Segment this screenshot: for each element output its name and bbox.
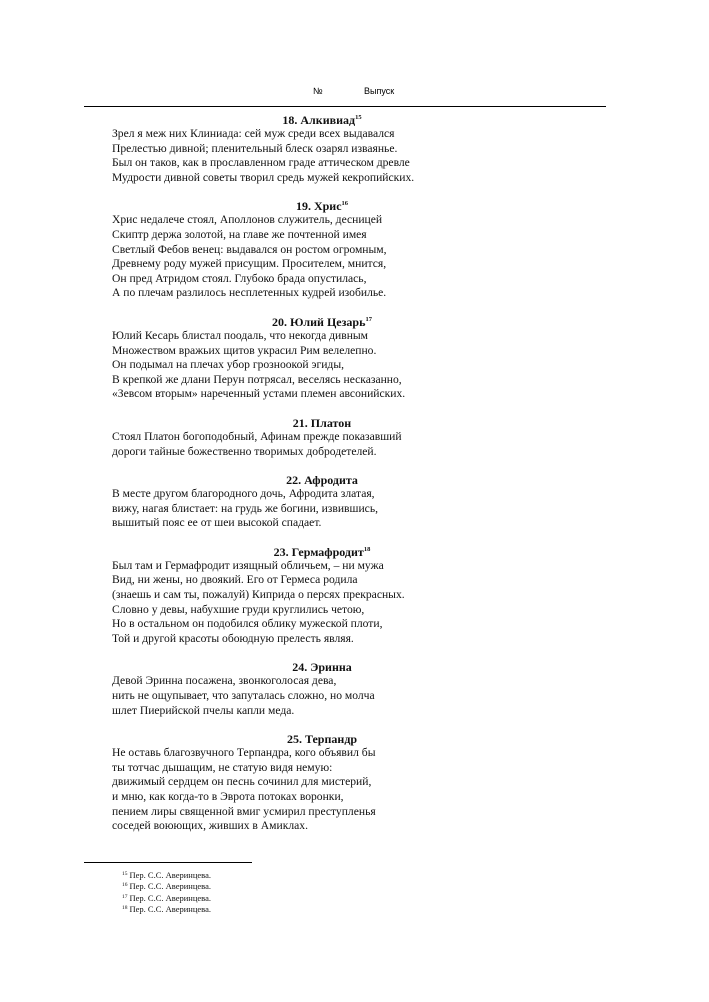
- section-title: [112, 660, 532, 674]
- verse-line: Был он таков, как в прославленном граде аттическом древле: [112, 156, 410, 170]
- footnote-number: 15: [122, 871, 128, 877]
- poem-section: [112, 545, 532, 647]
- section-title: [112, 199, 532, 213]
- verse-line: Но в остальном он подобился облику мужеской плоти,: [112, 617, 383, 631]
- verse-line: Вид, ни жены, но двоякий. Его от Гермеса родила: [112, 573, 358, 587]
- footnote-marker: 18: [363, 545, 371, 553]
- header-rule: [84, 106, 606, 107]
- verse-line: Юлий Кесарь блистал поодаль, что некогда дивным: [112, 328, 369, 342]
- verse-line: движимый сердцем он песнь сочинил для мистерий,: [112, 775, 372, 789]
- section-title: [112, 315, 532, 329]
- verse-line: Зрел я меж них Клиниада: сей муж среди всех выдавался: [112, 127, 395, 140]
- verse-line: В месте другом благородного дочь, Афродита златая,: [112, 487, 375, 501]
- verse-line: Прелестью дивной; пленительный блеск озарял изваянье.: [112, 141, 398, 155]
- footnote-text: Пер. С.С. Аверинцева.: [129, 892, 211, 903]
- footnote-number: 18: [122, 905, 128, 912]
- footnote-text: Пер. С.С. Аверинцева.: [129, 870, 211, 880]
- poem-body: [112, 113, 532, 848]
- section-title-text: 18. Алкивиад: [282, 113, 356, 127]
- footnote-marker: 15: [355, 114, 362, 121]
- section-title-text: 23. Гермафродит: [273, 544, 364, 559]
- footnote-text: Пер. С.С. Аверинцева.: [129, 881, 211, 892]
- verse-line: Множеством вражьих щитов украсил Рим велелепно.: [112, 343, 377, 357]
- footnote-number: 17: [122, 893, 128, 900]
- verse-line: А по плечам разлилось несплетенных кудрей изобилье.: [112, 286, 387, 300]
- verse-line: и мню, как когда-то в Эврота потоках воронки,: [112, 790, 344, 803]
- poem-section: [112, 732, 532, 834]
- verse-line: дороги тайные божественно творимых добродетелей.: [112, 444, 377, 458]
- footnote-text: Пер. С.С. Аверинцева.: [129, 904, 211, 915]
- verse-line: Скиптр держа золотой, на главе же почтенной имея: [112, 227, 367, 241]
- verse-line: Светлый Фебов венец: выдавался он ростом огромным,: [112, 242, 387, 256]
- footnote: [122, 904, 211, 915]
- section-title: [112, 416, 532, 430]
- verse-line: Был там и Гермафродит изящный обличьем, – ни мужа: [112, 558, 384, 572]
- footnote-number: 16: [122, 882, 128, 889]
- verse-line: ты тотчас дышащим, не статую видя немую:: [112, 760, 333, 774]
- footnotes: [122, 870, 211, 916]
- footnote: [122, 893, 211, 904]
- poem-section: [112, 113, 532, 185]
- verse-line: (знаешь и сам ты, пожалуй) Киприда о персях прекрасных.: [112, 588, 405, 602]
- section-title-text: 20. Юлий Цезарь: [272, 314, 366, 329]
- footnote-rule: [84, 862, 252, 863]
- section-title: [112, 732, 532, 746]
- verse-line: В крепкой же длани Перун потрясал, веселясь несказанно,: [112, 372, 402, 386]
- verse-line: Он подымал на плечах убор грозноокой эгиды,: [112, 358, 345, 372]
- header-issue-label: Выпуск: [364, 86, 395, 96]
- footnote-marker: 16: [341, 200, 349, 208]
- section-title: [112, 113, 532, 127]
- poem-section: [112, 660, 532, 718]
- verse-line: Словно у девы, набухшие груди круглились четою,: [112, 602, 365, 616]
- verse-line: шлет Пиерийской пчелы капли меда.: [112, 703, 295, 717]
- verse-line: вышитый пояс ее от шеи высокой спадает.: [112, 516, 322, 530]
- header-number-label: №: [313, 86, 323, 96]
- verse-line: «Зевсом вторым» нареченный устами племен авсонийских.: [112, 387, 406, 401]
- footnote: [122, 881, 211, 892]
- verse-line: соседей воюющих, живших в Амиклах.: [112, 819, 308, 833]
- poem-section: [112, 315, 532, 402]
- footnote: [122, 870, 211, 881]
- verse-line: Не оставь благозвучного Терпандра, кого объявил бы: [112, 746, 376, 760]
- verse-line: Той и другой красоты обоюдную прелесть являя.: [112, 631, 354, 645]
- verse-line: пением лиры священной вмиг усмирил преступленья: [112, 804, 376, 818]
- verse-line: Древнему роду мужей присущим. Просителем, мнится,: [112, 257, 387, 271]
- verse-line: Мудрости дивной советы творил средь мужей кекропийских.: [112, 170, 415, 184]
- poem-section: [112, 199, 532, 301]
- verse-line: Он пред Атридом стоял. Глубоко брада опустилась,: [112, 271, 367, 285]
- poem-section: [112, 416, 532, 459]
- section-title-text: 25. Терпандр: [286, 732, 358, 747]
- section-title-text: 24. Эринна: [292, 660, 352, 675]
- section-title: [112, 473, 532, 487]
- verse-line: вижу, нагая блистает: на грудь же богини, извившись,: [112, 501, 378, 515]
- poem-section: [112, 473, 532, 531]
- verse-line: нить не ощупывает, что запуталась сложно, но молча: [112, 689, 375, 703]
- section-title-text: 22. Афродита: [286, 473, 358, 488]
- page-header: [0, 86, 709, 100]
- section-title-text: 21. Платон: [292, 415, 352, 430]
- verse-line: Хрис недалече стоял, Аполлонов служитель, десницей: [112, 213, 383, 227]
- verse-line: Девой Эринна посажена, звонкоголосая дева,: [112, 674, 337, 688]
- footnote-marker: 17: [365, 315, 372, 323]
- section-title: [112, 545, 532, 559]
- section-title-text: 19. Хрис: [295, 199, 342, 214]
- verse-line: Стоял Платон богоподобный, Афинам прежде показавший: [112, 429, 402, 443]
